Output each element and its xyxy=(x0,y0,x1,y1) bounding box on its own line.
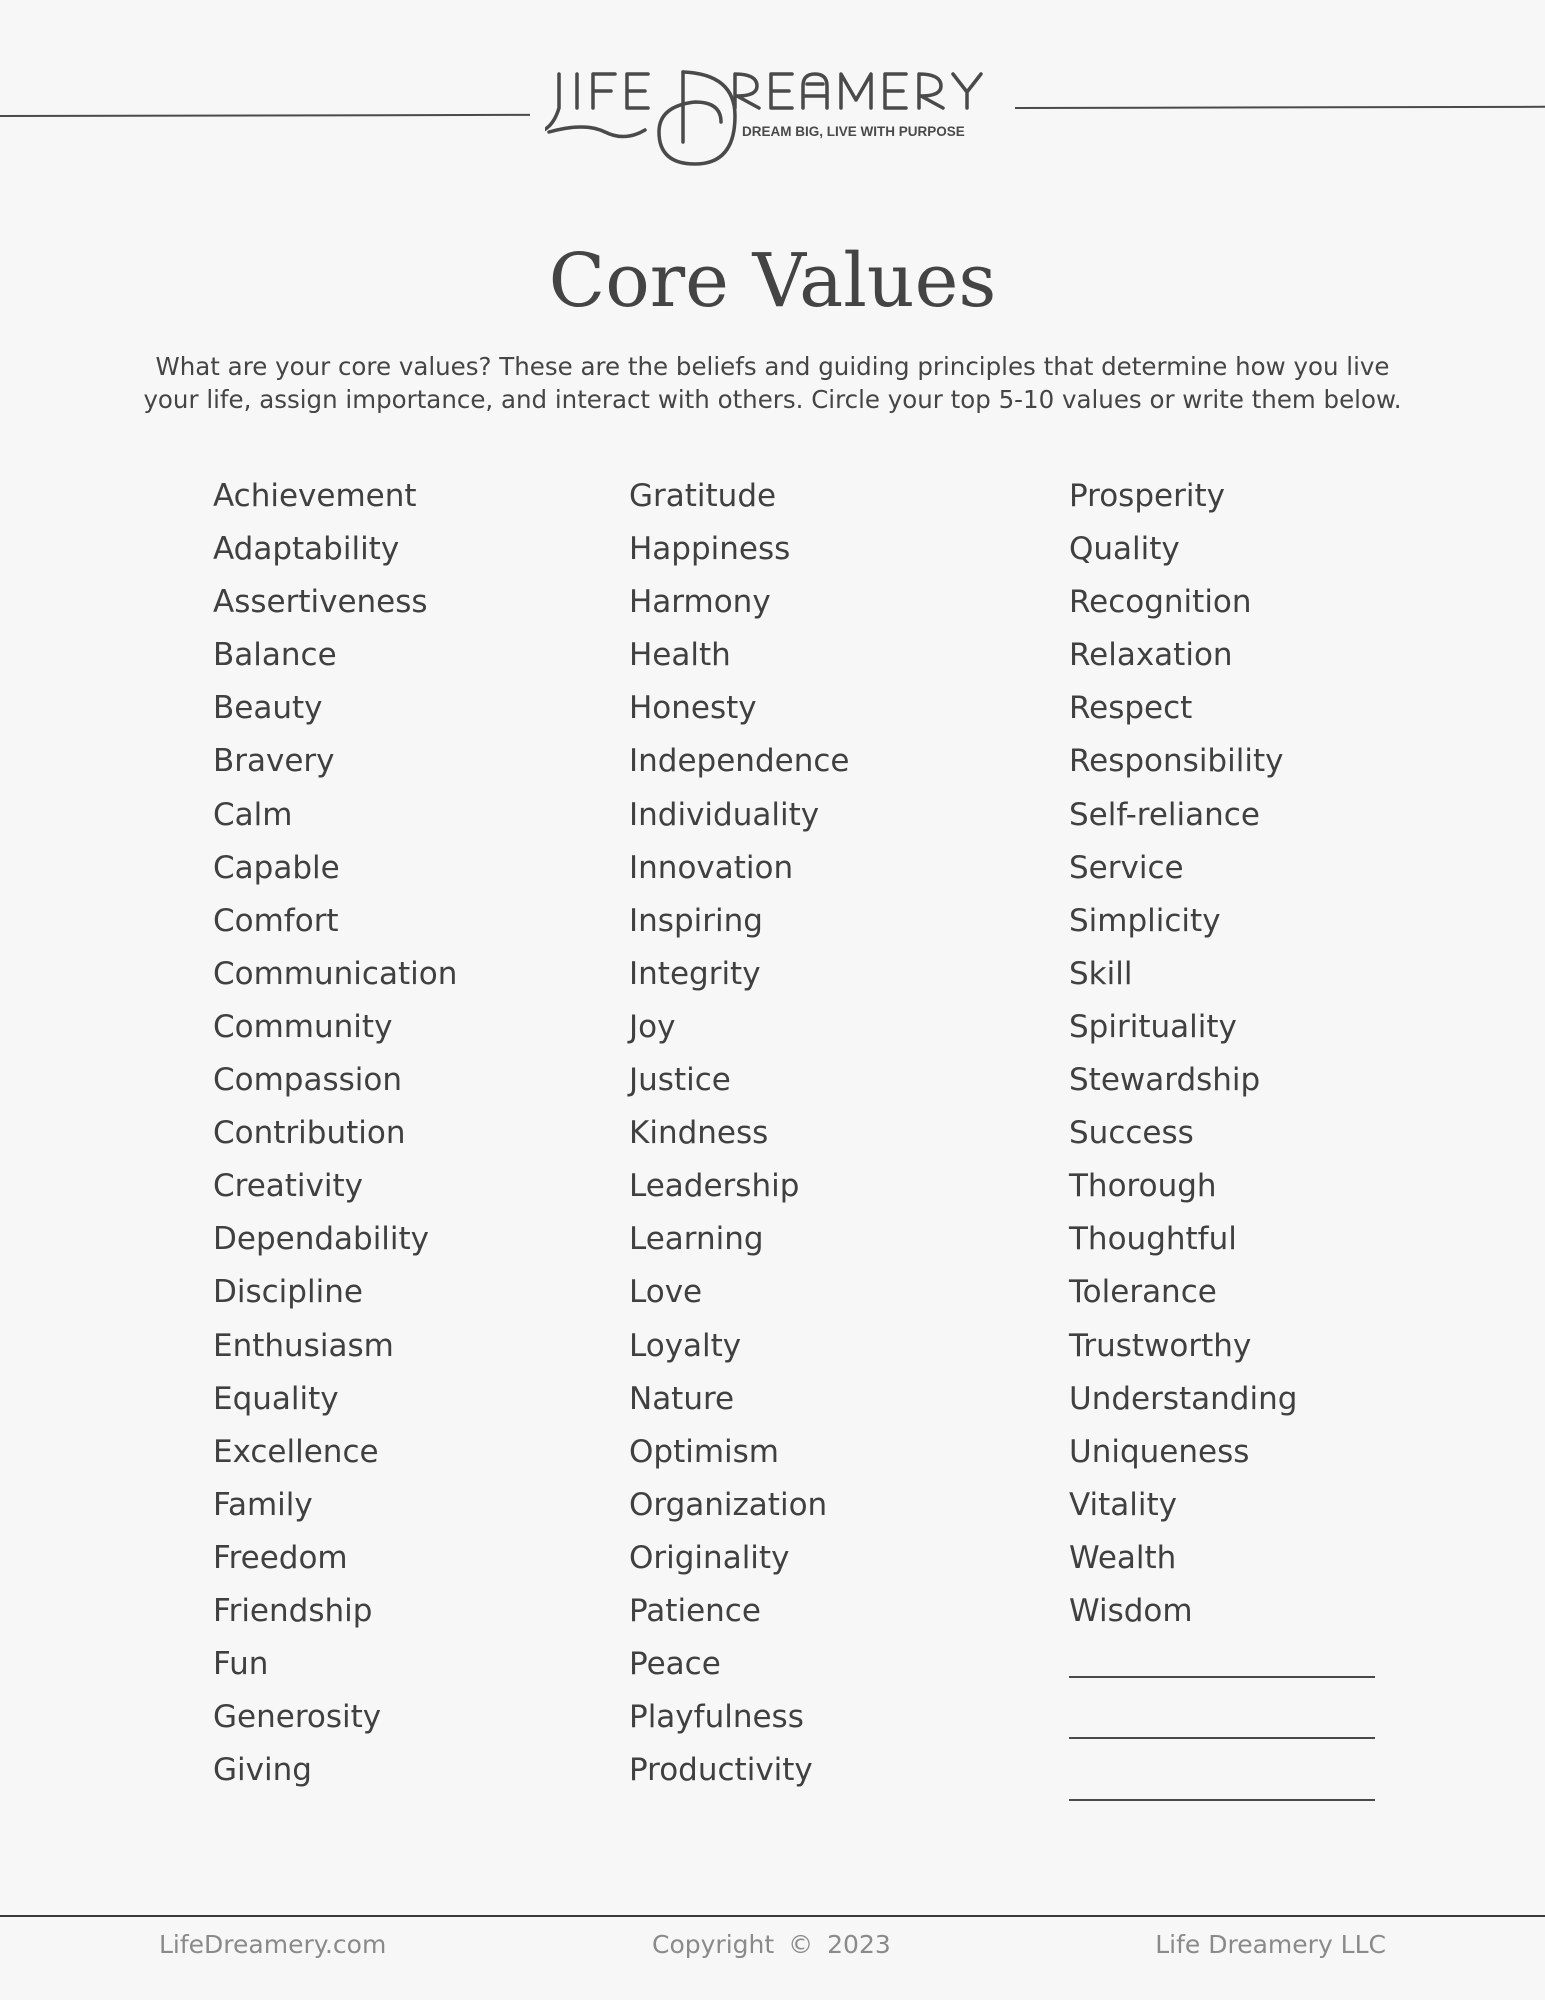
value-item: Thoughtful xyxy=(1069,1221,1237,1258)
value-item: Contribution xyxy=(213,1115,406,1152)
value-item: Assertiveness xyxy=(213,584,428,621)
value-item: Organization xyxy=(629,1486,828,1523)
value-item: Leadership xyxy=(629,1168,800,1205)
value-item: Wealth xyxy=(1069,1539,1177,1576)
value-item: Joy xyxy=(629,1008,676,1045)
value-item: Relaxation xyxy=(1069,637,1233,674)
value-item: Responsibility xyxy=(1069,743,1284,780)
value-item: Harmony xyxy=(629,584,771,621)
write-in-line-3[interactable] xyxy=(1069,1799,1375,1801)
value-item: Trustworthy xyxy=(1069,1327,1252,1364)
footer-copyright xyxy=(652,1928,891,1962)
value-item: Beauty xyxy=(213,690,323,727)
value-item: Enthusiasm xyxy=(213,1327,394,1364)
value-item: Independence xyxy=(629,743,850,780)
value-item: Generosity xyxy=(213,1699,382,1736)
value-item: Creativity xyxy=(213,1168,364,1205)
intro-paragraph: What are your core values? These are the beliefs and guiding principles that determine how you live your life, assign importance, and interact with others. Circle your top 5-10 values or write them below. xyxy=(143,352,1402,414)
value-item: Understanding xyxy=(1069,1380,1298,1417)
values-column-2 xyxy=(629,470,849,1797)
copyright-year: 2023 xyxy=(827,1930,891,1959)
value-item: Health xyxy=(629,637,731,674)
footer-rule xyxy=(0,1915,1545,1917)
value-item: Dependability xyxy=(213,1221,430,1258)
value-item: Equality xyxy=(213,1380,339,1417)
value-item: Simplicity xyxy=(1069,902,1221,939)
value-item: Loyalty xyxy=(629,1327,742,1364)
value-item: Compassion xyxy=(213,1062,403,1099)
value-item: Communication xyxy=(213,955,458,992)
value-item: Adaptability xyxy=(213,531,400,568)
value-item: Friendship xyxy=(213,1592,373,1629)
value-item: Giving xyxy=(213,1752,312,1789)
value-item: Achievement xyxy=(213,478,417,514)
value-item: Playfulness xyxy=(629,1699,804,1736)
page-title: Core Values xyxy=(548,238,997,324)
value-item: Self-reliance xyxy=(1069,796,1260,833)
header-rule-right xyxy=(1015,106,1545,109)
value-item: Kindness xyxy=(629,1115,769,1152)
value-item: Community xyxy=(213,1008,393,1045)
logo-tagline: DREAM BIG, LIVE WITH PURPOSE xyxy=(742,124,965,139)
value-item: Inspiring xyxy=(629,902,763,939)
value-item: Productivity xyxy=(629,1752,813,1789)
value-item: Optimism xyxy=(629,1433,780,1470)
value-item: Peace xyxy=(629,1646,721,1683)
value-item: Family xyxy=(213,1486,313,1523)
value-item: Thorough xyxy=(1069,1168,1217,1205)
value-item: Nature xyxy=(629,1380,735,1417)
value-item: Integrity xyxy=(629,955,761,992)
value-item: Justice xyxy=(629,1062,731,1099)
value-item: Quality xyxy=(1069,531,1180,568)
value-item: Wisdom xyxy=(1069,1592,1193,1629)
value-item: Recognition xyxy=(1069,584,1252,621)
value-item: Skill xyxy=(1069,955,1133,992)
value-item: Individuality xyxy=(629,796,820,833)
value-item: Prosperity xyxy=(1069,478,1225,514)
write-in-line-1[interactable] xyxy=(1069,1676,1375,1678)
life-dreamery-logo xyxy=(545,60,1015,170)
copyright-icon: © xyxy=(788,1930,814,1959)
value-item: Freedom xyxy=(213,1539,348,1576)
copyright-label: Copyright xyxy=(652,1930,775,1959)
value-item: Uniqueness xyxy=(1069,1433,1250,1470)
value-item: Learning xyxy=(629,1221,764,1258)
value-item: Respect xyxy=(1069,690,1193,727)
value-item: Calm xyxy=(213,796,293,833)
footer-website: LifeDreamery.com xyxy=(159,1930,387,1959)
value-item: Originality xyxy=(629,1539,790,1576)
value-item: Balance xyxy=(213,637,337,674)
value-item: Spirituality xyxy=(1069,1008,1237,1045)
values-column-1 xyxy=(213,470,457,1797)
value-item: Excellence xyxy=(213,1433,379,1470)
value-item: Bravery xyxy=(213,743,335,780)
value-item: Honesty xyxy=(629,690,757,727)
value-item: Stewardship xyxy=(1069,1062,1261,1099)
value-item: Patience xyxy=(629,1592,761,1629)
value-item: Success xyxy=(1069,1115,1194,1152)
header-rule-left xyxy=(0,114,530,117)
value-item: Gratitude xyxy=(629,478,777,514)
value-item: Service xyxy=(1069,849,1184,886)
value-item: Tolerance xyxy=(1069,1274,1217,1311)
values-column-3 xyxy=(1069,470,1297,1638)
value-item: Happiness xyxy=(629,531,791,568)
value-item: Discipline xyxy=(213,1274,363,1311)
value-item: Love xyxy=(629,1274,703,1311)
write-in-line-2[interactable] xyxy=(1069,1737,1375,1739)
footer-company: Life Dreamery LLC xyxy=(1155,1930,1386,1959)
value-item: Vitality xyxy=(1069,1486,1178,1523)
value-item: Fun xyxy=(213,1646,269,1683)
value-item: Capable xyxy=(213,849,340,886)
value-item: Comfort xyxy=(213,902,339,939)
value-item: Innovation xyxy=(629,849,794,886)
